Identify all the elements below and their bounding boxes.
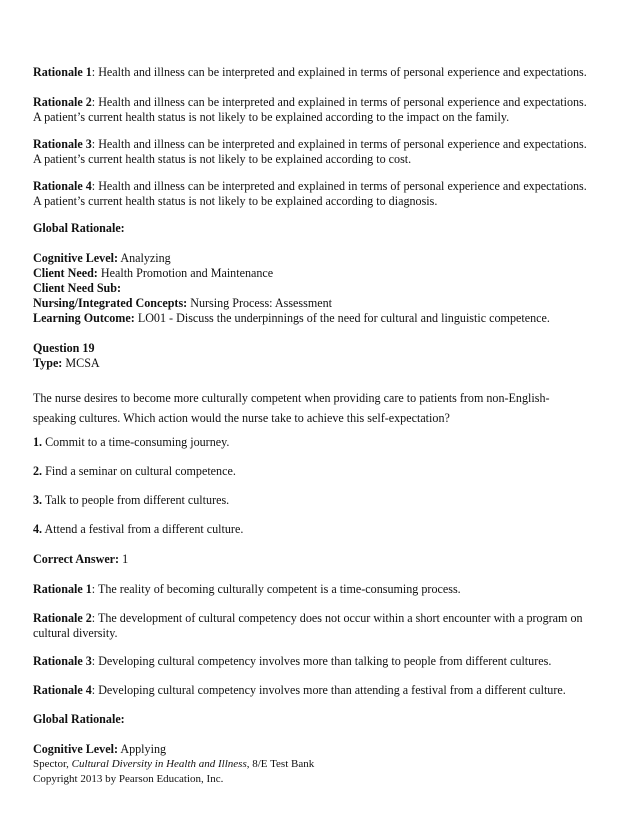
footer-copyright: Copyright 2013 by Pearson Education, Inc. — [33, 773, 224, 785]
q18-meta-block — [33, 251, 623, 326]
client-need: Client Need: Health Promotion and Maintenance — [33, 266, 274, 280]
nursing-concepts: Nursing/Integrated Concepts: Nursing Process: Assessment — [33, 296, 332, 310]
option-3: 3. Talk to people from different cultures. — [33, 493, 230, 507]
rationale-label: Rationale 2 — [33, 95, 92, 109]
q18-rationale-2: Rationale 2: Health and illness can be interpreted and explained in terms of personal experience and expectations. A patient’s current health status is not likely to be explained according to the impact on the family. — [33, 95, 623, 125]
rationale-text: Health and illness can be interpreted and explained in terms of personal experience and expectations. — [98, 95, 587, 109]
learning-outcome: Learning Outcome: LO01 - Discuss the underpinnings of the need for cultural and linguistic competence. — [33, 311, 550, 325]
q19-rationale-1: Rationale 1: The reality of becoming culturally competent is a time-consuming process. — [33, 582, 461, 596]
option-4: 4. Attend a festival from a different culture. — [33, 522, 244, 536]
cognitive-level: Cognitive Level: Analyzing — [33, 251, 171, 265]
rationale-text: A patient’s current health status is not likely to be explained according to cost. — [33, 152, 412, 166]
rationale-text: Health and illness can be interpreted and explained in terms of personal experience and expectations. — [98, 179, 587, 193]
q19-rationale-3: Rationale 3: Developing cultural competency involves more than talking to people from different cultures. — [33, 654, 552, 668]
option-2: 2. Find a seminar on cultural competence. — [33, 464, 236, 478]
question-type: Type: MCSA — [33, 356, 100, 370]
rationale-text: Health and illness can be interpreted and explained in terms of personal experience and expectations. — [98, 65, 587, 79]
question-19-header — [33, 341, 623, 371]
rationale-label: Rationale 3 — [33, 137, 92, 151]
q18-rationale-4: Rationale 4: Health and illness can be interpreted and explained in terms of personal experience and expectations. A patient’s current health status is not likely to be explained according to diagnosis. — [33, 179, 623, 209]
rationale-text: A patient’s current health status is not likely to be explained according to the impact on the family. — [33, 110, 510, 124]
q18-global-rationale: Global Rationale: — [33, 221, 125, 235]
rationale-text: Health and illness can be interpreted and explained in terms of personal experience and expectations. — [98, 137, 587, 151]
q18-rationale-1: Rationale 1: Health and illness can be interpreted and explained in terms of personal experience and expectations. — [33, 65, 587, 79]
q19-rationale-4: Rationale 4: Developing cultural competency involves more than attending a festival from a different culture. — [33, 683, 566, 697]
q19-global-rationale: Global Rationale: — [33, 712, 125, 726]
rationale-label: Rationale 4 — [33, 179, 92, 193]
q18-rationale-3: Rationale 3: Health and illness can be interpreted and explained in terms of personal experience and expectations. A patient’s current health status is not likely to be explained according to cost. — [33, 137, 623, 167]
q19-cognitive-level: Cognitive Level: Applying — [33, 742, 167, 756]
question-stem: The nurse desires to become more culturally competent when providing care to patients from non-English- speaking cultures. Which action would the nurse take to achieve this self-expectation? — [33, 391, 550, 425]
rationale-text: A patient’s current health status is not likely to be explained according to diagnosis. — [33, 194, 438, 208]
correct-answer: Correct Answer: 1 — [33, 552, 129, 566]
option-1: 1. Commit to a time-consuming journey. — [33, 435, 230, 449]
footer-source: Spector, Cultural Diversity in Health and Illness, 8/E Test Bank — [33, 758, 315, 770]
question-title: Question 19 — [33, 341, 95, 355]
client-need-sub: Client Need Sub: — [33, 281, 122, 295]
page-footer — [33, 757, 314, 787]
rationale-label: Rationale 1 — [33, 65, 92, 79]
q19-rationale-2: Rationale 2: The development of cultural competency does not occur within a short encounter with a program on cultural diversity. — [33, 611, 583, 640]
book-title: Cultural Diversity in Health and Illness — [71, 758, 247, 770]
